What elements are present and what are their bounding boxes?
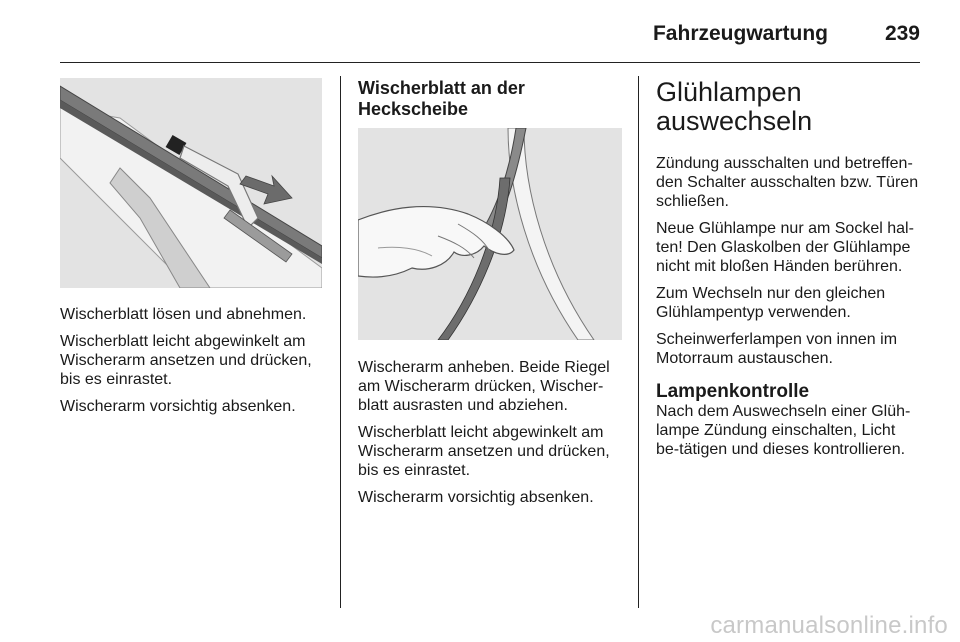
middle-paragraph-1: Wischerarm anheben. Beide Riegel am Wischerarm drücken, Wischer-blatt ausrasten und abziehen. [358,359,610,414]
lamp-check-paragraph: Nach dem Auswechseln einer Glüh-lampe Zündung einschalten, Licht be-tätigen und dieses kontrollieren. [656,403,911,458]
wiper-removal-figure [60,78,322,288]
page-header [60,12,920,63]
site-watermark: carmanualsonline.info [710,612,948,639]
left-paragraph-1: Wischerblatt lösen und abnehmen. [60,306,307,323]
column-divider-left [340,76,341,608]
column-divider-right [638,76,639,608]
middle-column-heading-block [358,78,622,120]
left-column-text [60,305,322,424]
bulb-replacement-heading: Glühlampen auswechseln [656,77,813,136]
section-title: Fahrzeugwartung [652,22,828,45]
lamp-check-heading: Lampenkontrolle [656,381,810,402]
right-paragraph-1: Zündung ausschalten und betreffen-den Schalter ausschalten bzw. Türen schließen. [656,155,919,210]
left-paragraph-3: Wischerarm vorsichtig absenken. [60,398,296,415]
page-number: 239 [884,22,920,45]
left-paragraph-2: Wischerblatt leicht abgewinkelt am Wischerarm ansetzen und drücken, bis es einrastet. [60,333,312,388]
middle-paragraph-2: Wischerblatt leicht abgewinkelt am Wischerarm ansetzen und drücken, bis es einrastet. [358,424,610,479]
middle-paragraph-3: Wischerarm vorsichtig absenken. [358,489,594,506]
right-column [656,78,922,467]
rear-wiper-heading: Wischerblatt an der Heckscheibe [358,78,525,119]
right-paragraph-4: Scheinwerferlampen von innen im Motorraum austauschen. [656,331,898,367]
rear-wiper-figure [358,128,622,340]
right-paragraph-2: Neue Glühlampe nur am Sockel hal-ten! Den Glaskolben der Glühlampe nicht mit bloßen Händen berühren. [656,220,914,275]
middle-column-text [358,358,622,515]
right-paragraph-3: Zum Wechseln nur den gleichen Glühlampentyp verwenden. [656,285,886,321]
